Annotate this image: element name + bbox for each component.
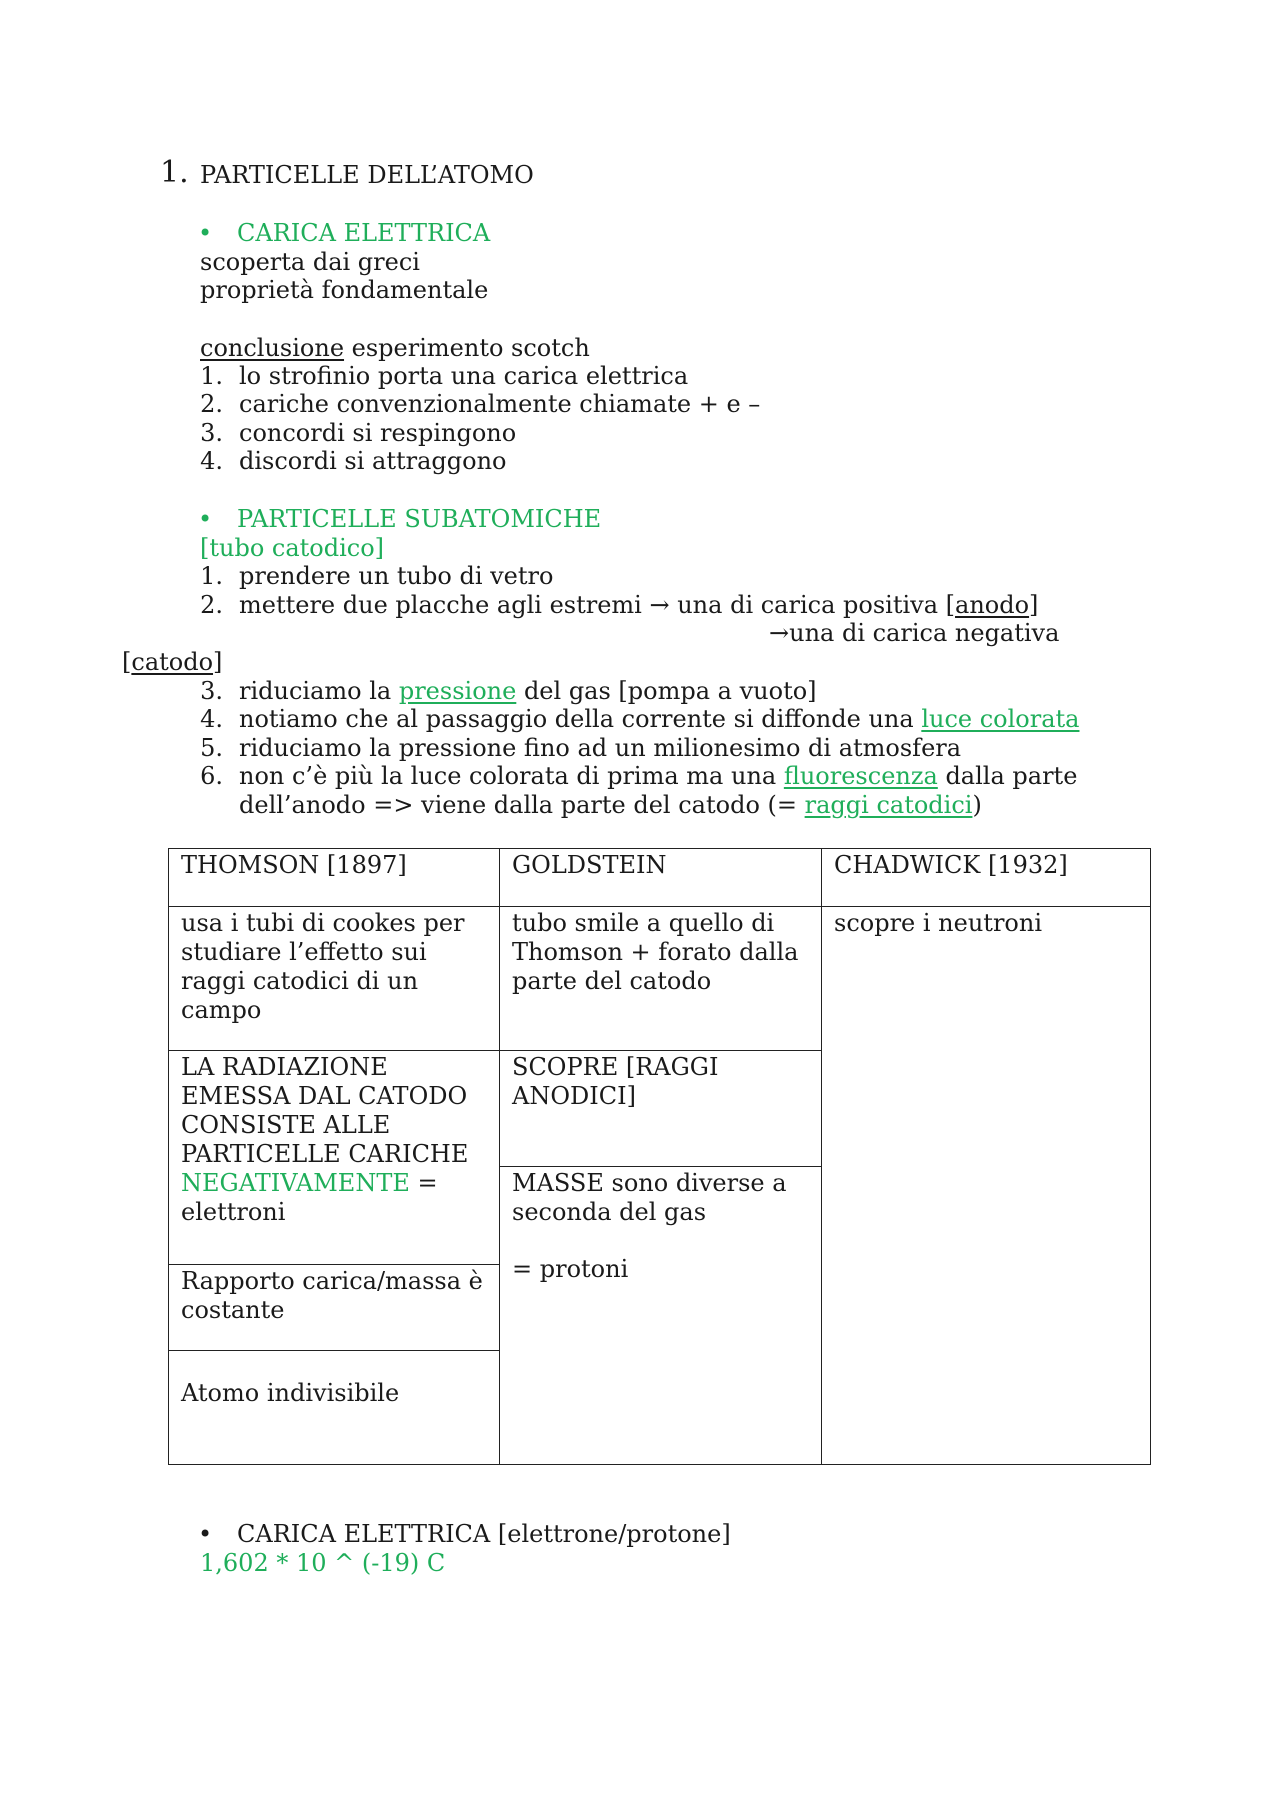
cell-line: Rapporto carica/massa è	[181, 1267, 483, 1295]
text-run: mettere due placche agli estremi → una di carica positiva [	[239, 591, 956, 619]
cell-line: PARTICELLE CARICHE	[181, 1140, 469, 1168]
goldstein-cell-1	[500, 907, 822, 1051]
catodo-word: catodo	[131, 648, 214, 676]
text-line: →una di carica negativa	[769, 619, 1060, 647]
list-item	[239, 705, 1079, 734]
text-run: [	[122, 648, 132, 676]
cell-line: = protoni	[512, 1255, 629, 1283]
thomson-cell-2	[169, 1051, 500, 1265]
text-run: =	[409, 1169, 438, 1197]
text-run: dalla parte	[937, 762, 1078, 790]
text-run: riduciamo la	[239, 677, 399, 705]
list-number: 6.	[200, 762, 223, 790]
header-goldstein: GOLDSTEIN	[500, 849, 822, 907]
text-run: ]	[213, 648, 223, 676]
cell-line: ANODICI]	[512, 1082, 636, 1110]
heading-carica-elettrica-2: CARICA ELETTRICA [elettrone/protone]	[237, 1520, 731, 1548]
cell-line: seconda del gas	[512, 1198, 707, 1226]
section-number: 1.	[160, 155, 189, 190]
header-chadwick: CHADWICK [1932]	[822, 849, 1151, 907]
thomson-cell-4: Atomo indivisibile	[169, 1351, 500, 1465]
cell-line: SCOPRE [RAGGI	[512, 1053, 719, 1081]
text-line: proprietà fondamentale	[200, 276, 489, 304]
list-item	[239, 591, 1038, 620]
cell-line: parte del catodo	[512, 967, 712, 995]
cell-line: LA RADIAZIONE	[181, 1053, 388, 1081]
conclusion-rest: esperimento scotch	[344, 334, 590, 362]
text-run: ]	[1029, 591, 1039, 619]
list-item: riduciamo la pressione fino ad un milionesimo di atmosfera	[239, 734, 962, 762]
cell-line: Thomson + forato dalla	[512, 938, 799, 966]
chadwick-cell: scopre i neutroni	[822, 907, 1151, 1465]
cell-line: costante	[181, 1296, 285, 1324]
text-run: notiamo che al passaggio della corrente si diffonde una	[239, 705, 922, 733]
highlight-luce-colorata: luce colorata	[921, 705, 1080, 733]
cell-line: tubo smile a quello di	[512, 909, 775, 937]
list-number: 3.	[200, 419, 223, 447]
cell-line: usa i tubi di cookes per	[181, 909, 465, 937]
section-title: PARTICELLE DELL’ATOMO	[200, 161, 534, 189]
charge-value: 1,602 * 10 ^ (-19) C	[200, 1549, 446, 1577]
heading-carica-elettrica: CARICA ELETTRICA	[237, 219, 491, 247]
list-item-continuation	[239, 791, 982, 820]
header-thomson: THOMSON [1897]	[169, 849, 500, 907]
goldstein-cell-3	[500, 1167, 822, 1465]
bullet-icon: •	[198, 505, 213, 533]
cell-line: raggi catodici di un	[181, 967, 419, 995]
conclusion-line	[200, 334, 590, 363]
cell-line	[181, 1169, 487, 1198]
list-item: prendere un tubo di vetro	[239, 562, 554, 590]
list-item: cariche convenzionalmente chiamate + e –	[239, 390, 761, 418]
highlight-raggi-catodici: raggi catodici	[804, 791, 973, 819]
list-item: concordi si respingono	[239, 419, 517, 447]
goldstein-cell-2	[500, 1051, 822, 1167]
conclusion-word: conclusione	[200, 334, 345, 362]
anodo-word: anodo	[955, 591, 1030, 619]
list-item: discordi si attraggono	[239, 447, 507, 475]
highlight-pressione: pressione	[398, 677, 517, 705]
text-run: del gas [pompa a vuoto]	[516, 677, 817, 705]
text-line: scoperta dai greci	[200, 248, 420, 276]
list-number: 4.	[200, 447, 223, 475]
heading-particelle-subatomiche: PARTICELLE SUBATOMICHE	[237, 505, 602, 533]
list-number: 2.	[200, 390, 223, 418]
cell-line: elettroni	[181, 1198, 286, 1226]
cell-line: CONSISTE ALLE	[181, 1111, 391, 1139]
subheading-tubo-catodico: [tubo catodico]	[200, 534, 385, 562]
cell-line: campo	[181, 996, 262, 1024]
list-item	[239, 677, 817, 706]
scientists-table	[168, 848, 1151, 1465]
list-number: 2.	[200, 591, 223, 619]
text-run: )	[972, 791, 982, 819]
cell-line: EMESSA DAL CATODO	[181, 1082, 468, 1110]
bullet-icon: •	[198, 1520, 213, 1548]
highlight-negativamente: NEGATIVAMENTE	[181, 1169, 410, 1197]
catodo-line	[122, 648, 222, 677]
list-number: 5.	[200, 734, 223, 762]
cell-line: MASSE sono diverse a	[512, 1169, 787, 1197]
bullet-icon: •	[198, 219, 213, 247]
list-number: 4.	[200, 705, 223, 733]
text-run: non c’è più la luce colorata di prima ma una	[239, 762, 784, 790]
cell-line: studiare l’effetto sui	[181, 938, 427, 966]
list-number: 3.	[200, 677, 223, 705]
thomson-cell-3	[169, 1265, 500, 1351]
list-item	[239, 762, 1077, 791]
list-number: 1.	[200, 562, 223, 590]
list-item: lo strofinio porta una carica elettrica	[239, 362, 689, 390]
highlight-fluorescenza: fluorescenza	[783, 762, 938, 790]
text-run: dell’anodo => viene dalla parte del catodo (=	[239, 791, 805, 819]
thomson-cell-1	[169, 907, 500, 1051]
list-number: 1.	[200, 362, 223, 390]
